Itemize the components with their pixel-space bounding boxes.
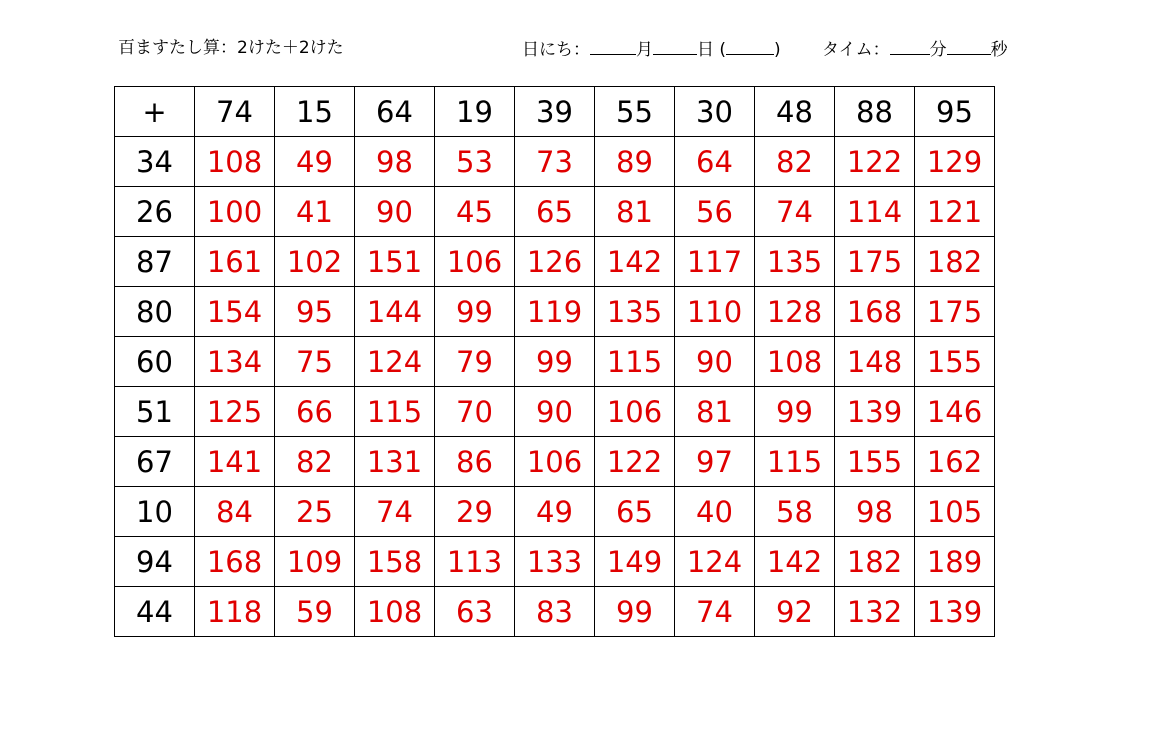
answer-cell[interactable]: 139 xyxy=(835,387,915,437)
answer-cell[interactable]: 49 xyxy=(515,487,595,537)
answer-cell[interactable]: 146 xyxy=(915,387,995,437)
column-header-cell: 19 xyxy=(435,87,515,137)
column-header-cell: 39 xyxy=(515,87,595,137)
answer-cell[interactable]: 118 xyxy=(195,587,275,637)
grid-row xyxy=(115,237,995,287)
operator-cell: + xyxy=(115,87,195,137)
paren-open: ( xyxy=(714,40,727,60)
worksheet-title: 百ますたし算：2けた＋2けた xyxy=(118,38,344,58)
answer-cell[interactable]: 64 xyxy=(675,137,755,187)
column-header-cell: 15 xyxy=(275,87,355,137)
answer-cell[interactable]: 74 xyxy=(355,487,435,537)
column-header-cell: 74 xyxy=(195,87,275,137)
hundred-square-grid xyxy=(114,86,995,637)
answer-cell[interactable]: 124 xyxy=(675,537,755,587)
answer-cell[interactable]: 108 xyxy=(755,337,835,387)
answer-cell[interactable]: 95 xyxy=(275,287,355,337)
answer-cell[interactable]: 75 xyxy=(275,337,355,387)
answer-cell[interactable]: 79 xyxy=(435,337,515,387)
answer-cell[interactable]: 126 xyxy=(515,237,595,287)
answer-cell[interactable]: 128 xyxy=(755,287,835,337)
answer-cell[interactable]: 40 xyxy=(675,487,755,537)
row-header-cell: 34 xyxy=(115,137,195,187)
day-unit: 日 xyxy=(697,40,714,60)
row-header-cell: 10 xyxy=(115,487,195,537)
answer-cell[interactable]: 121 xyxy=(915,187,995,237)
answer-cell[interactable]: 98 xyxy=(835,487,915,537)
answer-cell[interactable]: 124 xyxy=(355,337,435,387)
answer-cell[interactable]: 115 xyxy=(755,437,835,487)
row-header-cell: 60 xyxy=(115,337,195,387)
answer-cell[interactable]: 86 xyxy=(435,437,515,487)
answer-cell[interactable]: 161 xyxy=(195,237,275,287)
row-header-cell: 26 xyxy=(115,187,195,237)
answer-cell[interactable]: 81 xyxy=(675,387,755,437)
row-header-cell: 44 xyxy=(115,587,195,637)
grid-row xyxy=(115,537,995,587)
column-header-cell: 88 xyxy=(835,87,915,137)
answer-cell[interactable]: 65 xyxy=(515,187,595,237)
time-field-group xyxy=(822,36,1008,62)
answer-cell[interactable]: 122 xyxy=(835,137,915,187)
answer-cell[interactable]: 45 xyxy=(435,187,515,237)
grid-row xyxy=(115,337,995,387)
answer-cell[interactable]: 89 xyxy=(595,137,675,187)
answer-cell[interactable]: 182 xyxy=(835,537,915,587)
day-blank[interactable] xyxy=(653,36,697,55)
answer-cell[interactable]: 108 xyxy=(355,587,435,637)
answer-cell[interactable]: 113 xyxy=(435,537,515,587)
minute-unit: 分 xyxy=(929,40,947,60)
answer-cell[interactable]: 135 xyxy=(595,287,675,337)
answer-cell[interactable]: 133 xyxy=(515,537,595,587)
answer-cell[interactable]: 114 xyxy=(835,187,915,237)
grid-row xyxy=(115,137,995,187)
answer-cell[interactable]: 158 xyxy=(355,537,435,587)
grid-header-row xyxy=(115,87,995,137)
weekday-blank[interactable] xyxy=(726,36,774,55)
second-blank[interactable] xyxy=(947,36,991,55)
answer-cell[interactable]: 106 xyxy=(435,237,515,287)
answer-cell[interactable]: 122 xyxy=(595,437,675,487)
grid-row xyxy=(115,387,995,437)
column-header-cell: 30 xyxy=(675,87,755,137)
row-header-cell: 94 xyxy=(115,537,195,587)
time-label: タイム： xyxy=(822,40,890,60)
answer-cell[interactable]: 63 xyxy=(435,587,515,637)
answer-cell[interactable]: 74 xyxy=(675,587,755,637)
row-header-cell: 51 xyxy=(115,387,195,437)
row-header-cell: 80 xyxy=(115,287,195,337)
answer-cell[interactable]: 139 xyxy=(915,587,995,637)
answer-cell[interactable]: 99 xyxy=(515,337,595,387)
second-unit: 秒 xyxy=(990,40,1008,60)
answer-cell[interactable]: 119 xyxy=(515,287,595,337)
answer-cell[interactable]: 59 xyxy=(275,587,355,637)
answer-cell[interactable]: 182 xyxy=(915,237,995,287)
answer-cell[interactable]: 65 xyxy=(595,487,675,537)
answer-cell[interactable]: 92 xyxy=(755,587,835,637)
answer-cell[interactable]: 154 xyxy=(195,287,275,337)
answer-cell[interactable]: 129 xyxy=(915,137,995,187)
answer-cell[interactable]: 175 xyxy=(915,287,995,337)
answer-cell[interactable]: 162 xyxy=(915,437,995,487)
answer-cell[interactable]: 82 xyxy=(755,137,835,187)
answer-cell[interactable]: 141 xyxy=(195,437,275,487)
answer-cell[interactable]: 155 xyxy=(835,437,915,487)
answer-cell[interactable]: 90 xyxy=(355,187,435,237)
grid-row xyxy=(115,487,995,537)
answer-cell[interactable]: 106 xyxy=(515,437,595,487)
answer-cell[interactable]: 25 xyxy=(275,487,355,537)
answer-cell[interactable]: 125 xyxy=(195,387,275,437)
answer-cell[interactable]: 175 xyxy=(835,237,915,287)
answer-cell[interactable]: 98 xyxy=(355,137,435,187)
grid-row xyxy=(115,437,995,487)
answer-cell[interactable]: 168 xyxy=(835,287,915,337)
answer-cell[interactable]: 41 xyxy=(275,187,355,237)
answer-cell[interactable]: 135 xyxy=(755,237,835,287)
answer-cell[interactable]: 73 xyxy=(515,137,595,187)
answer-cell[interactable]: 66 xyxy=(275,387,355,437)
answer-cell[interactable]: 105 xyxy=(915,487,995,537)
answer-cell[interactable]: 99 xyxy=(435,287,515,337)
answer-cell[interactable]: 148 xyxy=(835,337,915,387)
answer-cell[interactable]: 90 xyxy=(515,387,595,437)
answer-cell[interactable]: 53 xyxy=(435,137,515,187)
answer-cell[interactable]: 102 xyxy=(275,237,355,287)
answer-cell[interactable]: 74 xyxy=(755,187,835,237)
column-header-cell: 48 xyxy=(755,87,835,137)
answer-cell[interactable]: 81 xyxy=(595,187,675,237)
date-field-group xyxy=(522,36,781,62)
answer-cell[interactable]: 99 xyxy=(595,587,675,637)
row-header-cell: 67 xyxy=(115,437,195,487)
grid-row xyxy=(115,287,995,337)
answer-cell[interactable]: 132 xyxy=(835,587,915,637)
answer-cell[interactable]: 115 xyxy=(595,337,675,387)
answer-cell[interactable]: 97 xyxy=(675,437,755,487)
grid-row xyxy=(115,187,995,237)
month-unit: 月 xyxy=(636,40,653,60)
answer-cell[interactable]: 100 xyxy=(195,187,275,237)
answer-cell[interactable]: 168 xyxy=(195,537,275,587)
row-header-cell: 87 xyxy=(115,237,195,287)
answer-cell[interactable]: 155 xyxy=(915,337,995,387)
answer-cell[interactable]: 29 xyxy=(435,487,515,537)
answer-cell[interactable]: 106 xyxy=(595,387,675,437)
answer-cell[interactable]: 134 xyxy=(195,337,275,387)
answer-cell[interactable]: 108 xyxy=(195,137,275,187)
answer-cell[interactable]: 84 xyxy=(195,487,275,537)
date-label: 日にち： xyxy=(522,40,590,60)
answer-cell[interactable]: 90 xyxy=(675,337,755,387)
answer-cell[interactable]: 142 xyxy=(755,537,835,587)
answer-cell[interactable]: 189 xyxy=(915,537,995,587)
answer-cell[interactable]: 70 xyxy=(435,387,515,437)
paren-close: ) xyxy=(774,40,781,60)
answer-cell[interactable]: 151 xyxy=(355,237,435,287)
answer-cell[interactable]: 110 xyxy=(675,287,755,337)
answer-cell[interactable]: 115 xyxy=(355,387,435,437)
answer-cell[interactable]: 131 xyxy=(355,437,435,487)
answer-cell[interactable]: 109 xyxy=(275,537,355,587)
answer-cell[interactable]: 58 xyxy=(755,487,835,537)
answer-cell[interactable]: 83 xyxy=(515,587,595,637)
answer-cell[interactable]: 56 xyxy=(675,187,755,237)
answer-cell[interactable]: 117 xyxy=(675,237,755,287)
column-header-cell: 55 xyxy=(595,87,675,137)
answer-cell[interactable]: 144 xyxy=(355,287,435,337)
column-header-cell: 95 xyxy=(915,87,995,137)
answer-cell[interactable]: 82 xyxy=(275,437,355,487)
answer-cell[interactable]: 99 xyxy=(755,387,835,437)
month-blank[interactable] xyxy=(590,36,636,55)
grid-row xyxy=(115,587,995,637)
column-header-cell: 64 xyxy=(355,87,435,137)
answer-cell[interactable]: 49 xyxy=(275,137,355,187)
answer-cell[interactable]: 142 xyxy=(595,237,675,287)
minute-blank[interactable] xyxy=(890,36,930,55)
answer-cell[interactable]: 149 xyxy=(595,537,675,587)
